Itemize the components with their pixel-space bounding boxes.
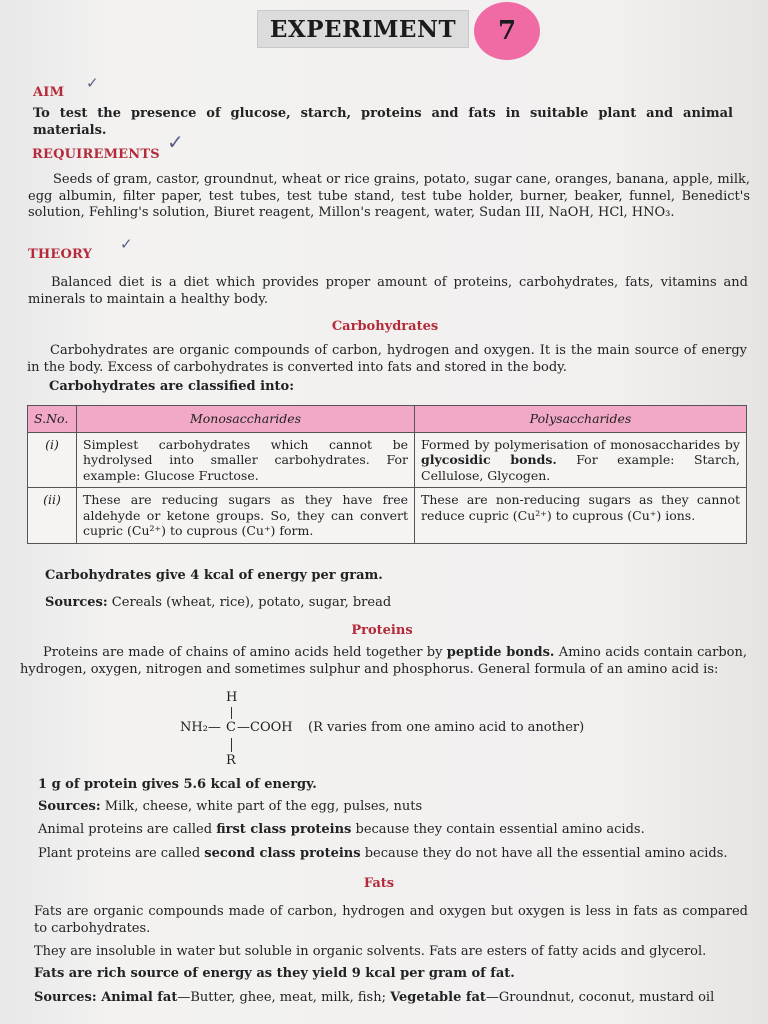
aim-text: To test the presence of glucose, starch, proteins and fats in suitable plant and animal materials. [33, 106, 733, 138]
table-cell: (ii) [28, 488, 77, 544]
classified-label: Carbohydrates are classified into: [49, 379, 294, 394]
first-class-proteins-line [38, 822, 645, 837]
carbohydrates-heading: Carbohydrates [331, 319, 439, 334]
sources-text: Milk, cheese, white part of the egg, pulses, nuts [100, 799, 423, 814]
second-class-term: second class proteins [204, 846, 361, 861]
cell-text-bold: glycosidic bonds. [421, 452, 557, 467]
table-header-row [28, 406, 747, 433]
table-cell [415, 432, 747, 488]
carbohydrates-text: Carbohydrates are organic compounds of carbon, hydrogen and oxygen. It is the main source of energy in the body. Excess of carbohydrates is converted into fats and stored in the body. [27, 343, 747, 375]
proteins-heading: Proteins [351, 623, 413, 638]
requirements-text: Seeds of gram, castor, groundnut, wheat or rice grains, potato, sugar cane, oranges, banana, apple, milk, egg albumin, filter paper, test tubes, test tube stand, test tube holder, burner, beaker, funnel, Benedict's solution, Fehling's solution, Biuret reagent, Millon's reagent, water, Sudan III, NaOH, HCl, HNO₃. [28, 172, 750, 220]
aim-heading: AIM [33, 85, 65, 100]
proteins-text [20, 645, 747, 678]
peptide-bonds-term: peptide bonds. [446, 645, 555, 660]
proteins-text-part: Proteins are made of chains of amino acids held together by [43, 645, 447, 660]
sources-label: Sources: [45, 595, 108, 610]
second-class-proteins-line [38, 846, 728, 861]
fats-text: Fats are organic compounds made of carbon, hydrogen and oxygen but oxygen is less in fats as compared to carbohydrates. [34, 904, 748, 936]
carbohydrates-sources [45, 595, 391, 610]
column-header: S.No. [28, 406, 77, 433]
check-mark-icon: ✓ [86, 74, 99, 92]
table-row [28, 488, 747, 544]
formula-note: (R varies from one amino acid to another) [308, 720, 585, 735]
formula-nh2: NH₂— [180, 720, 221, 735]
sources-text: —Groundnut, coconut, mustard oil [485, 990, 715, 1005]
column-header: Monosaccharides [77, 406, 415, 433]
formula-h: H [226, 690, 238, 705]
table-cell: These are reducing sugars as they have free aldehyde or ketone groups. So, they can convert cupric (Cu²⁺) to cuprous (Cu⁺) form. [77, 488, 415, 544]
requirements-heading: REQUIREMENTS [32, 147, 160, 162]
sources-label: Sources: Animal fat [34, 990, 178, 1005]
cell-text: Formed by polymerisation of monosaccharides by [421, 436, 740, 452]
vegetable-fat-term: Vegetable fat [390, 990, 486, 1005]
fats-text-2: They are insoluble in water but soluble in organic solvents. Fats are esters of fatty acids and glycerol. [34, 944, 707, 959]
fats-heading: Fats [363, 876, 395, 891]
proteins-text-part: Amino acids contain carbon, hydrogen, oxygen, nitrogen and sometimes sulphur and phosphorus. General formula of an amino acid is: [20, 645, 747, 677]
experiment-number-badge: 7 [474, 2, 540, 60]
proteins-energy: 1 g of protein gives 5.6 kcal of energy. [38, 777, 317, 792]
formula-c: C [226, 720, 236, 735]
fats-sources [34, 990, 714, 1005]
fats-energy: Fats are rich source of energy as they yield 9 kcal per gram of fat. [34, 966, 515, 981]
theory-intro: Balanced diet is a diet which provides proper amount of proteins, carbohydrates, fats, vitamins and minerals to maintain a healthy body. [28, 275, 748, 307]
cell-text: For example: Starch, Cellulose, Glycogen. [421, 452, 741, 483]
sources-text: Cereals (wheat, rice), potato, sugar, bread [107, 595, 392, 610]
table-cell: (i) [28, 432, 77, 488]
line-text: Animal proteins are called [38, 822, 217, 837]
table-cell: These are non-reducing sugars as they cannot reduce cupric (Cu²⁺) to cuprous (Cu⁺) ions. [415, 488, 747, 544]
formula-bond-bottom [231, 738, 232, 752]
sources-label: Sources: [38, 799, 101, 814]
sources-text: —Butter, ghee, meat, milk, fish; [177, 990, 391, 1005]
carbohydrate-classification-table [27, 405, 747, 544]
table-cell: Simplest carbohydrates which cannot be hydrolysed into smaller carbohydrates. For example: Glucose Fructose. [77, 432, 415, 488]
carbohydrates-energy: Carbohydrates give 4 kcal of energy per gram. [45, 568, 383, 583]
formula-r: R [226, 753, 236, 768]
line-text: because they contain essential amino acids. [351, 822, 645, 837]
formula-cooh: —COOH [237, 720, 293, 735]
theory-heading: THEORY [28, 247, 93, 262]
check-mark-icon: ✓ [120, 235, 133, 253]
first-class-term: first class proteins [216, 822, 352, 837]
proteins-sources [38, 799, 422, 814]
formula-bond-top [231, 707, 232, 719]
line-text: because they do not have all the essential amino acids. [360, 846, 728, 861]
line-text: Plant proteins are called [38, 846, 205, 861]
table-row [28, 432, 747, 488]
experiment-banner: EXPERIMENT [257, 10, 469, 48]
column-header: Polysaccharides [415, 406, 747, 433]
check-mark-icon: ✓ [167, 130, 184, 154]
